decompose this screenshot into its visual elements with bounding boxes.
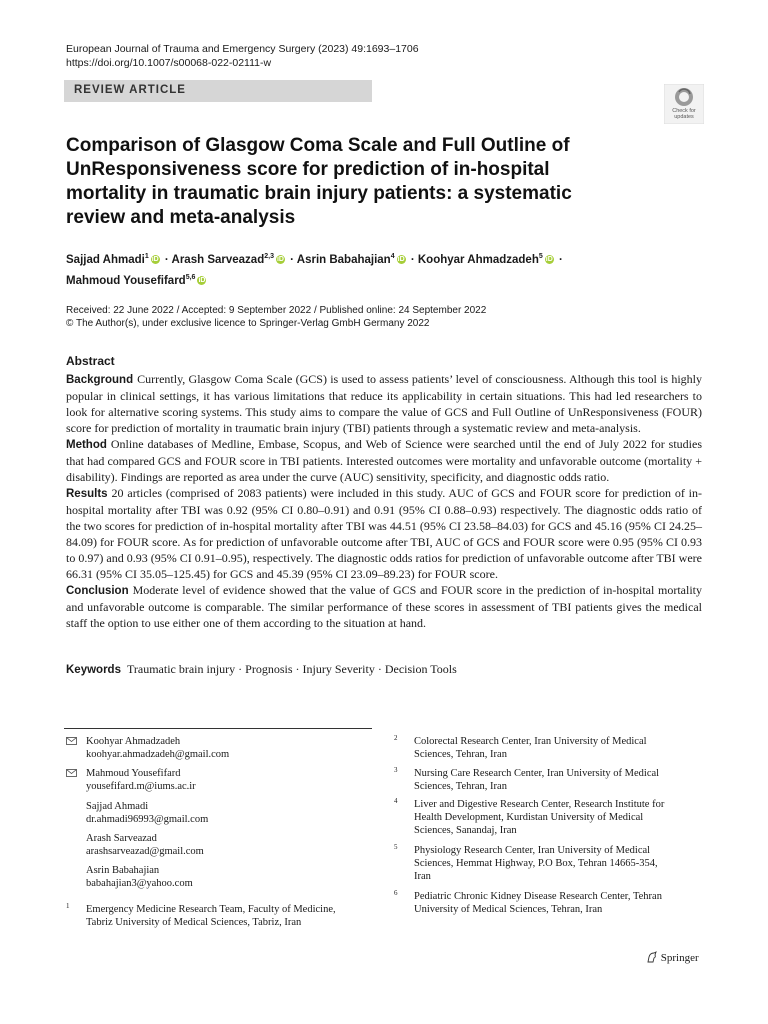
contact-email[interactable]: yousefifard.m@iums.ac.ir xyxy=(86,781,196,792)
section-text: Currently, Glasgow Coma Scale (GCS) is used to assess patients’ level of consciousness. Although this tool is highly popular in clinical settings, it has various limitations that reduce its applicability in certain situations. This had led researchers to look for alternative scoring systems. This study aims to compare the value of GCS and Full Outline of UnResponsiveness (FOUR) score for prediction of mortality in traumatic brain injury (TBI) patients through a systematic review and meta-analysis. xyxy=(66,372,702,435)
section-label: Conclusion xyxy=(66,585,129,597)
keywords xyxy=(66,661,702,678)
journal-line: European Journal of Trauma and Emergency Surgery (2023) 49:1693–1706 xyxy=(66,43,419,55)
contact-entry xyxy=(66,832,366,862)
affiliation xyxy=(394,890,694,920)
affiliation-number: 1 xyxy=(66,902,70,910)
springer-horse-icon xyxy=(646,951,658,963)
footnote-divider xyxy=(64,728,372,729)
envelope-icon xyxy=(66,769,77,777)
keywords-label: Keywords xyxy=(66,664,121,676)
abstract-conclusion xyxy=(66,582,702,631)
section-text: Online databases of Medline, Embase, Scopus, and Web of Science were searched until the end of July 2022 for studies that had compared GCS and FOUR score in TBI patients. Interested outcomes were mortality and unfavorable outcome (mortality + disability). Findings are reported as area under the curve (AUC) sensitivity, specificity, and diagnostic odds ratio. xyxy=(66,437,702,484)
publisher-name: Springer xyxy=(660,952,699,964)
contact-name: Arash Sarveazad xyxy=(86,833,157,844)
section-label: Method xyxy=(66,439,107,451)
abstract-results xyxy=(66,485,702,582)
affiliation-number: 3 xyxy=(394,766,398,774)
author-5[interactable]: Mahmoud Yousefifard$^{5,6}$ xyxy=(66,273,196,287)
orcid-icon[interactable]: iD xyxy=(397,256,405,264)
section-text: Moderate level of evidence showed that the value of GCS and FOUR score in the prediction of in-hospital mortality and unfavorable outcome is comparable. The similar performance of these scores in assessment of TBI patients gives the medical staff the option to use either one of them according to the situation at hand. xyxy=(66,583,702,630)
author-1[interactable]: Sajjad Ahmadi$^1$ xyxy=(66,253,149,266)
affiliation-text: Liver and Digestive Research Center, Research Institute for Health Development, Kurdistan University of Medical Sciences, Sanandaj, Iran xyxy=(414,799,665,836)
abstract-method xyxy=(66,436,702,485)
affiliation-text: Emergency Medicine Research Team, Faculty of Medicine, Tabriz University of Medical Sciences, Tabriz, Iran xyxy=(86,904,336,928)
envelope-icon xyxy=(66,737,77,745)
affiliation xyxy=(394,767,694,797)
publisher-logo xyxy=(646,951,699,964)
orcid-icon[interactable]: iD xyxy=(276,256,284,264)
check-updates-line1: Check for xyxy=(672,108,696,114)
affiliation xyxy=(394,735,694,765)
orcid-icon[interactable]: iD xyxy=(545,256,553,264)
doi-link[interactable]: https://doi.org/10.1007/s00068-022-02111-w xyxy=(66,57,272,69)
section-text: 20 articles (comprised of 2083 patients) were included in this study. AUC of GCS and FOUR score for prediction of in-hospital mortality after TBI was 0.92 (95% CI 0.80–0.91) and 0.91 (95% CI 0.88–0.93) respectively. The diagnostic odds ratio of the two scores for prediction of in-hospital mortality after TBI was 44.51 (95% CI 23.58–84.03) for GCS and 45.16 (95% CI 24.25–84.09) for FOUR score. As for prediction of unfavorable outcome after TBI, AUC of GCS and FOUR score were 0.95 (95% CI 0.93 to 0.97) and 0.93 (95% CI 0.91–0.95), respectively. The diagnostic odds ratios for prediction of unfavorable outcome after TBI were 66.31 (95% CI 35.05–125.45) for GCS and 45.39 (95% CI 23.09–89.23) for FOUR score. xyxy=(66,486,702,581)
contact-entry xyxy=(66,864,366,894)
article-type-banner xyxy=(64,80,372,102)
affiliation-number: 6 xyxy=(394,889,398,897)
contact-name: Asrin Babahajian xyxy=(86,865,160,876)
contact-entry xyxy=(66,767,366,799)
affiliation-text: Nursing Care Research Center, Iran University of Medical Sciences, Tehran, Iran xyxy=(414,768,660,792)
abstract-background xyxy=(66,371,702,436)
author-list: Sajjad Ahmadi$^1$ iD · Arash Sarveazad$^{2,3}$ iD · Asrin Babahajian$^4$ iD · Koohyar Ahmadzadeh$^5$ iD · Mahmoud Yousefifard$^{5,6}$ iD xyxy=(66,253,563,287)
orcid-icon[interactable]: iD xyxy=(151,256,159,264)
contact-entry xyxy=(66,735,366,767)
copyright-line: © The Author(s), under exclusive licence to Springer-Verlag GmbH Germany 2022 xyxy=(66,318,430,329)
affiliation-number: 2 xyxy=(394,734,398,742)
contact-email[interactable]: dr.ahmadi96993@gmail.com xyxy=(86,814,209,825)
history-dates: Received: 22 June 2022 / Accepted: 9 September 2022 / Published online: 24 September 2022 xyxy=(66,305,487,316)
affiliation-text: Pediatric Chronic Kidney Disease Research Center, Tehran University of Medical Sciences, Tehran, Iran xyxy=(414,891,662,915)
affiliation-text: Colorectal Research Center, Iran University of Medical Sciences, Tehran, Iran xyxy=(414,736,647,760)
affiliation-number: 5 xyxy=(394,843,398,851)
affiliation xyxy=(66,903,366,933)
article-title: Comparison of Glasgow Coma Scale and Full Outline of UnResponsiveness score for prediction of in-hospital mortality in traumatic brain injury patients: a systematic review and meta-analysis xyxy=(66,135,572,228)
section-label: Results xyxy=(66,488,108,500)
section-label: Background xyxy=(66,374,134,386)
abstract-heading: Abstract xyxy=(66,354,115,368)
check-updates-icon xyxy=(664,84,704,124)
keywords-text: Traumatic brain injury · Prognosis · Injury Severity · Decision Tools xyxy=(126,662,457,676)
author-2[interactable]: Arash Sarveazad$^{2,3}$ xyxy=(171,253,274,266)
check-for-updates-badge[interactable] xyxy=(664,84,704,124)
contact-entry xyxy=(66,800,366,830)
contact-email[interactable]: koohyar.ahmadzadeh@gmail.com xyxy=(86,749,230,760)
contact-name: Koohyar Ahmadzadeh xyxy=(86,736,181,747)
check-updates-line2: updates xyxy=(674,114,694,120)
contact-email[interactable]: arashsarveazad@gmail.com xyxy=(86,846,204,857)
contact-email[interactable]: babahajian3@yahoo.com xyxy=(86,878,193,889)
contact-name: Sajjad Ahmadi xyxy=(86,801,149,812)
abstract-body xyxy=(66,371,702,631)
journal-citation xyxy=(66,42,419,70)
author-4[interactable]: Koohyar Ahmadzadeh$^5$ xyxy=(417,253,543,266)
affiliation-number: 4 xyxy=(394,797,398,805)
publication-dates xyxy=(66,304,666,330)
author-3[interactable]: Asrin Babahajian$^4$ xyxy=(296,253,395,266)
orcid-icon[interactable]: iD xyxy=(198,277,206,285)
affiliation-text: Physiology Research Center, Iran University of Medical Sciences, Hemmat Highway, P.O Box, Tehran 14665-354, Iran xyxy=(414,845,658,882)
affiliation xyxy=(394,844,694,886)
article-type-label: REVIEW ARTICLE xyxy=(74,84,186,96)
contact-name: Mahmoud Yousefifard xyxy=(86,768,181,779)
affiliation xyxy=(394,798,694,840)
